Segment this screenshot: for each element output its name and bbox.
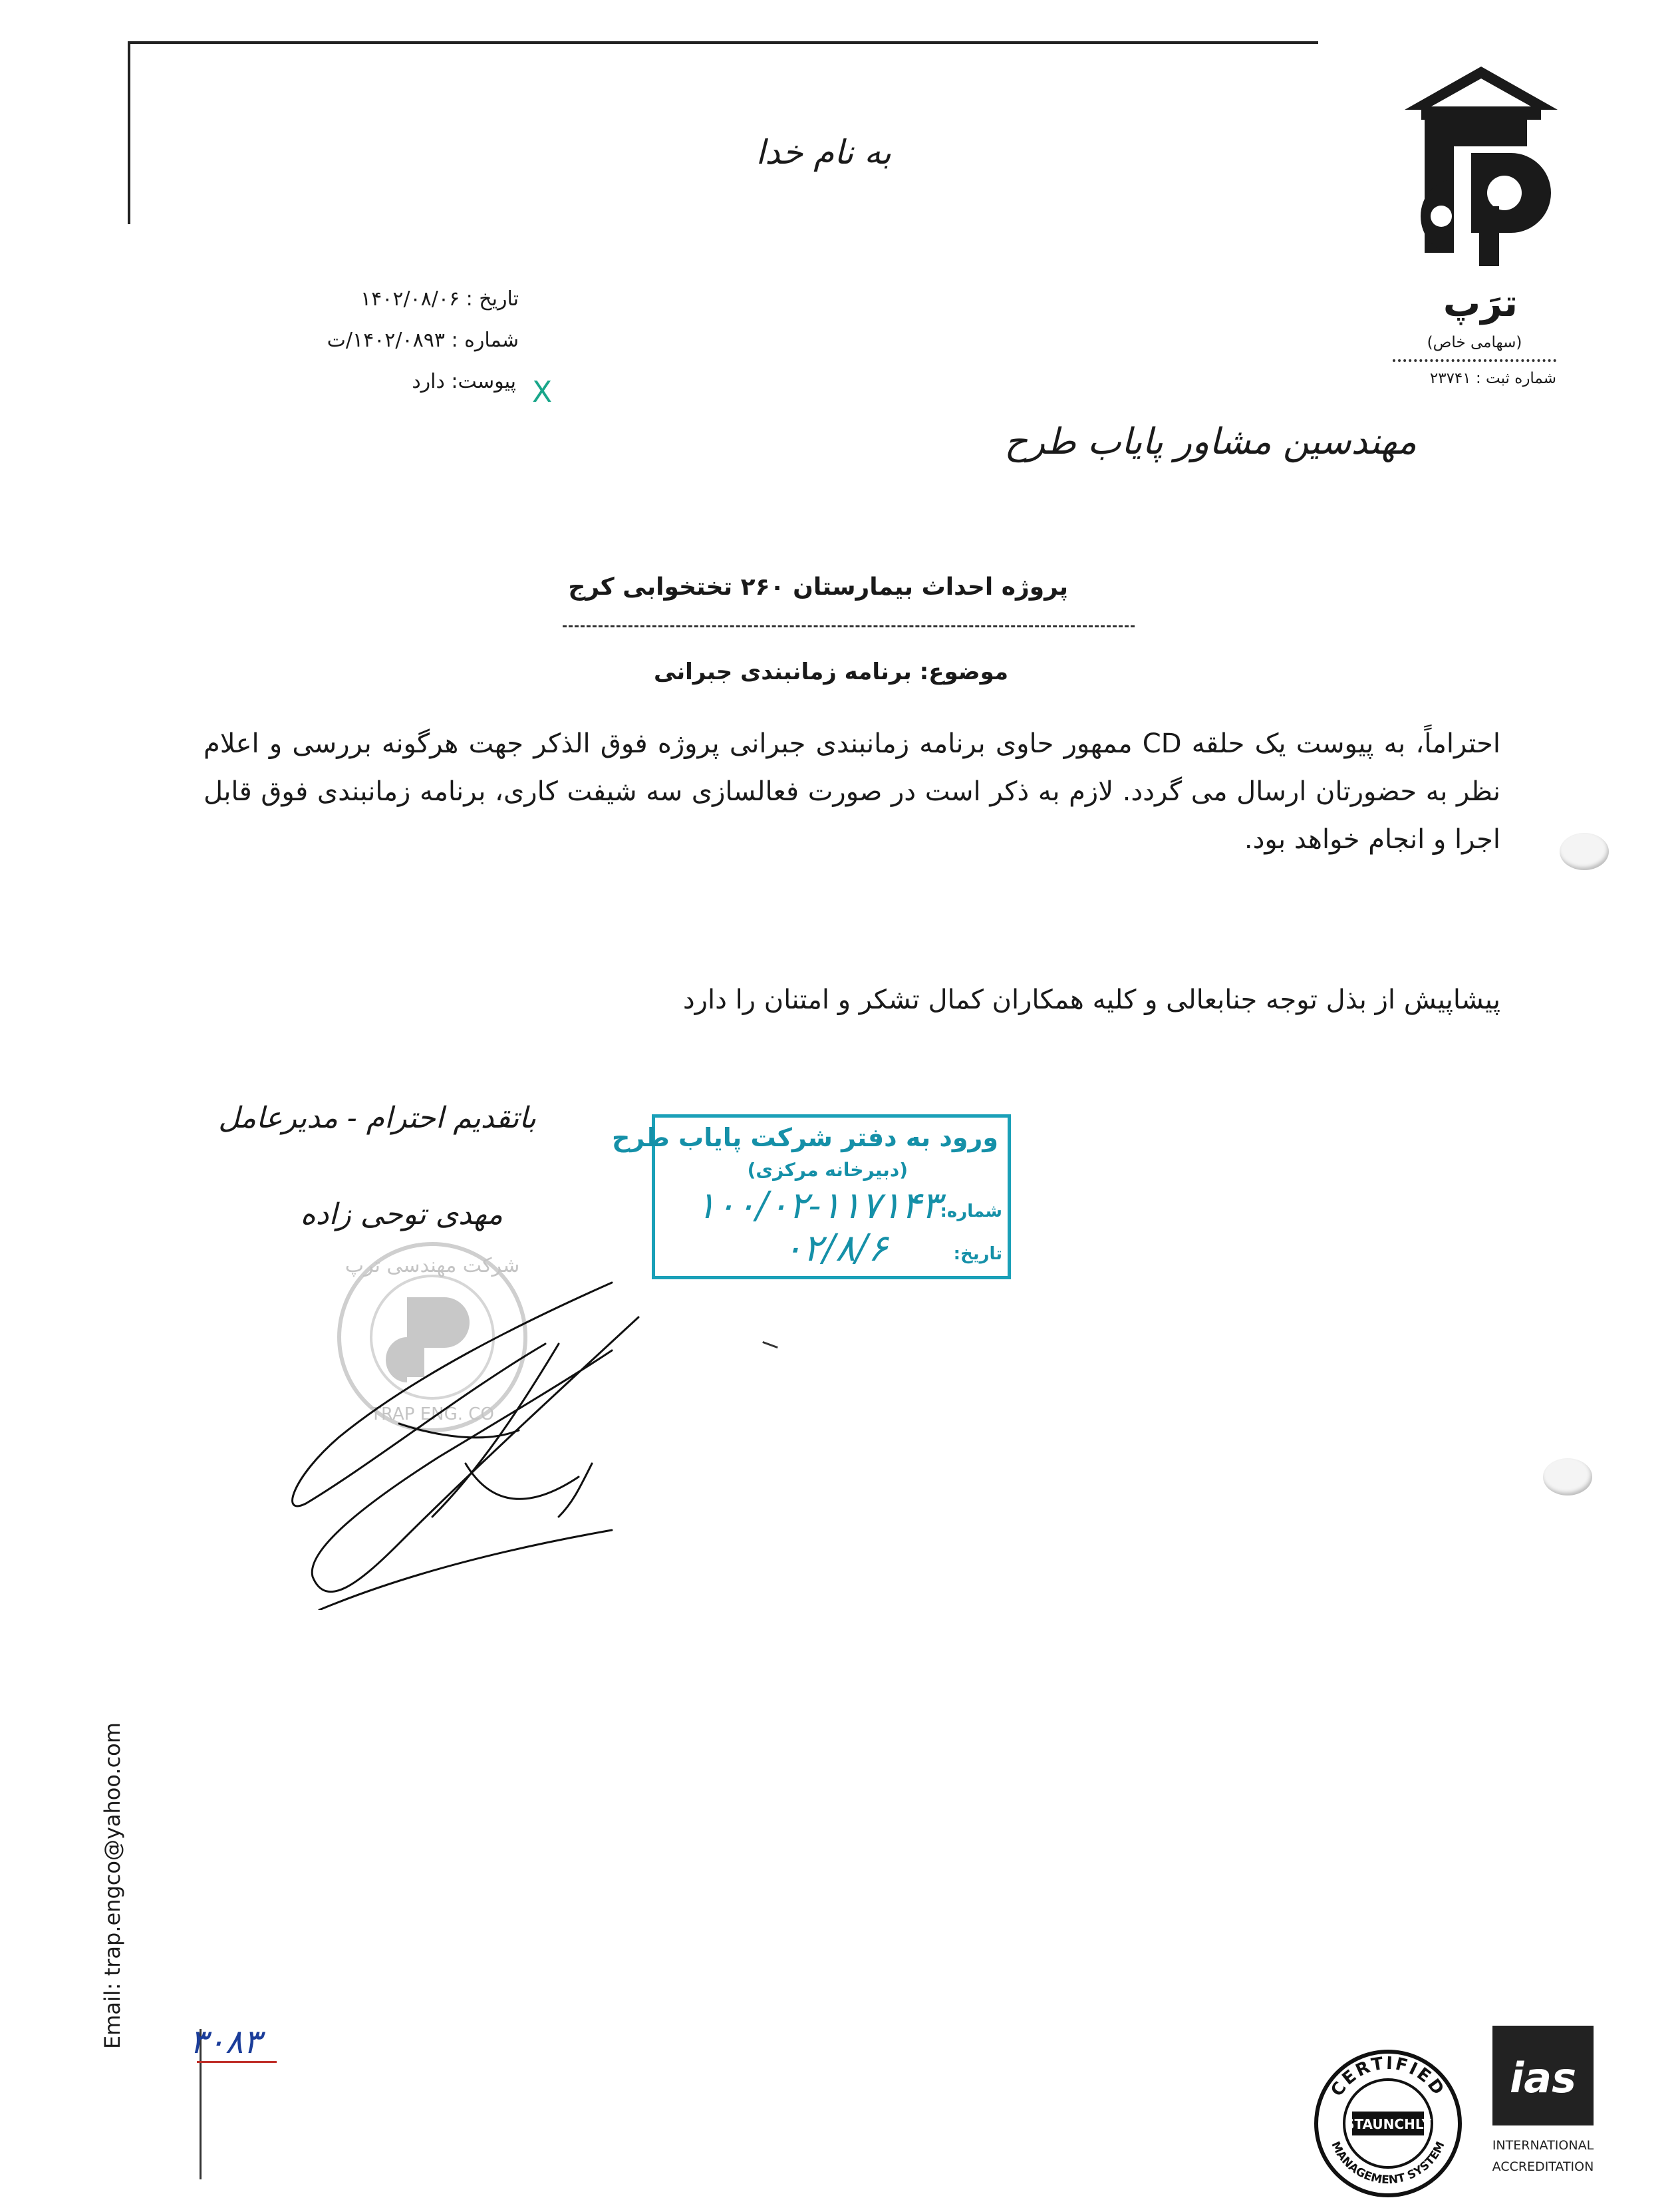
- letter-subject: موضوع: برنامه زمانبندی جبرانی: [653, 659, 1008, 685]
- certified-management-badge: [1314, 2049, 1463, 2198]
- registration-number: شماره ثبت : ۲۳۷۴۱: [1429, 370, 1556, 387]
- stray-mark: [762, 1341, 778, 1348]
- red-underline: [197, 2061, 277, 2063]
- letter-attachment: پیوست: دارد: [412, 370, 516, 393]
- title-separator: [563, 625, 1135, 627]
- company-name: مهندسین مشاور پایاب طرح: [1004, 420, 1417, 462]
- stamp-subtitle: (دبیرخانه مرکزی): [747, 1159, 908, 1181]
- company-email: Email: trap.engco@yahoo.com: [100, 1722, 125, 2049]
- ias-accreditation-badge: [1483, 2026, 1603, 2179]
- badge-certified-top-text: CERTIFIED: [1327, 2053, 1449, 2101]
- left-border-line: [128, 41, 130, 224]
- svg-text:CERTIFIED: [1327, 2054, 1449, 2100]
- stamp-title: ورود به دفتر شرکت پایاب طرح: [611, 1123, 998, 1152]
- project-title: پروژه احداث بیمارستان ۲۶۰ تختخوابی کرج: [568, 573, 1068, 601]
- company-logo: [1405, 67, 1558, 266]
- stamp-date-label: تاریخ:: [953, 1244, 1002, 1264]
- logo-subtitle: (سهامی خاص): [1427, 334, 1522, 351]
- seal-latin-text: TRAP ENG. CO: [370, 1404, 494, 1424]
- regards-line: باتقدیم احترام - مدیرعامل: [218, 1101, 536, 1135]
- punch-hole-upper: [1560, 833, 1609, 870]
- letter-date: تاریخ : ۱۴۰۲/۰۸/۰۶: [360, 287, 519, 311]
- punch-hole-lower: [1543, 1458, 1592, 1495]
- signer-name: مهدی توحی زاده: [300, 1197, 503, 1231]
- badge-certified-bottom-text: MANAGEMENT SYSTEM: [1328, 2139, 1448, 2187]
- ias-line-1: INTERNATIONAL: [1492, 2138, 1594, 2153]
- stamp-date-value: ۰۲/۸/۶: [782, 1227, 888, 1270]
- receipt-stamp: [611, 1114, 1011, 1279]
- handwritten-signature: [266, 1264, 665, 1610]
- ias-logo-text: ias: [1510, 2054, 1576, 2102]
- attachment-check-mark: X: [532, 375, 553, 409]
- logo-divider: [1393, 359, 1556, 362]
- letter-number: شماره : ۱۴۰۲/۰۸۹۳/ت: [327, 329, 519, 352]
- letter-body: احتراماً، به پیوست یک حلقه CD ممهور حاوی برنامه زمانبندی جبرانی پروژه فوق الذکر جهت هرگونه بررسی و اعلام نظر به حضورتان ارسال می گردد. لازم به ذکر است در صورت فعالسازی سه شیفت کاری، برنامه زمانبندی فوق قابل اجرا و انجام خواهد بود.: [204, 728, 1501, 855]
- seal-text: شرکت مهندسی ترپ: [345, 1254, 520, 1277]
- letter-closing: پیشاپیش از بذل توجه جنابعالی و کلیه همکاران کمال تشکر و امتنان را دارد: [682, 985, 1500, 1015]
- stamp-number-label: شماره:: [940, 1201, 1002, 1221]
- logo-brand-name: ترَپ: [1443, 282, 1518, 325]
- ias-line-2: ACCREDITATION: [1492, 2159, 1594, 2174]
- basmala: به نام خدا: [756, 133, 891, 172]
- badge-certified-center-text: STAUNCHLY: [1345, 2116, 1431, 2132]
- top-border-line: [128, 41, 1318, 44]
- handwritten-number: ۳۰۸۳: [190, 2022, 261, 2061]
- stamp-number-value: ۱۰۰/۰۲-۱۱۷۱۴۳: [696, 1184, 941, 1227]
